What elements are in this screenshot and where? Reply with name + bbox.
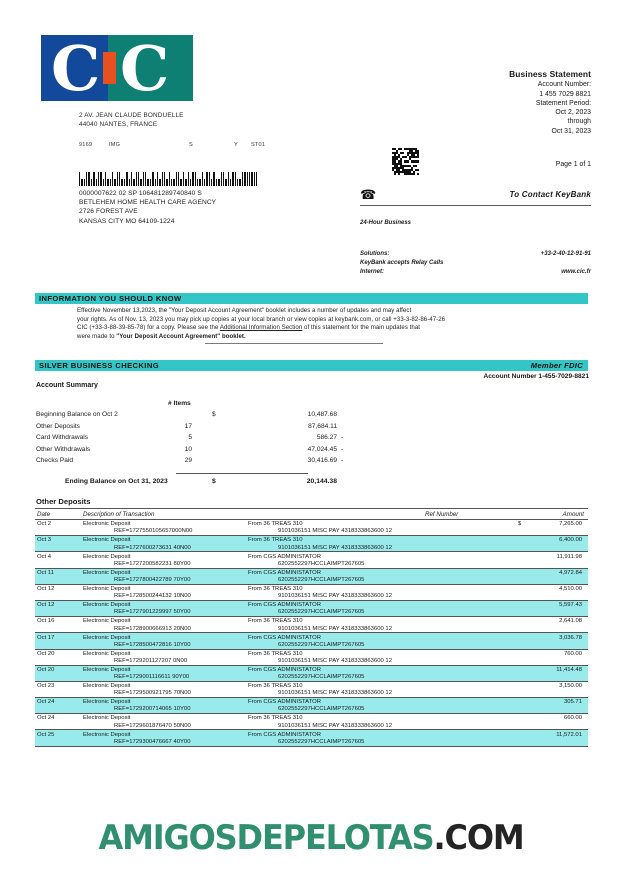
ending-balance-label: Ending Balance on Oct 31, 2023 [65,478,168,485]
table-row[interactable] [35,650,588,666]
row-amount: 2,641.08 [559,618,582,625]
row-source: From CGS ADMINISTATOR [248,602,321,609]
recipient-street: 2726 FOREST AVE [79,208,138,216]
row-description: Electronic Deposit [83,537,131,544]
watermark-tld: .COM [433,818,524,858]
bank-address-line1: 2 AV. JEAN CLAUDE BONDUELLE [79,112,184,119]
info-line-3 [77,324,577,333]
row-date: Oct 24 [37,699,55,706]
row-amount: 11,911.98 [556,553,582,560]
row-source: From 36 TREAS 310 [248,683,303,690]
row-source: From CGS ADMINISTATOR [248,553,321,560]
contact-row-relay [360,259,591,267]
recipient-city-state-zip: KANSAS CITY MO 64109-1224 [79,217,175,225]
recipient-name: BETLEHEM HOME HEALTH CARE AGENCY [79,199,217,207]
row-date: Oct 16 [37,618,55,625]
row-description: Electronic Deposit [83,683,131,690]
summary-row-label: Other Withdrawals [36,445,91,453]
column-header-date: Date [37,510,51,518]
row-code: 6202552297HCCLAIMPT267605 [278,576,365,583]
summary-row-items: 10 [184,445,192,453]
row-source: From CGS ADMINISTATOR [248,634,321,641]
table-row[interactable] [35,698,588,714]
info-paragraph [77,307,577,341]
summary-row-label: Beginning Balance on Oct 2 [36,411,118,418]
row-source: From 36 TREAS 310 [248,715,303,722]
table-row[interactable] [35,666,588,682]
row-ref-number: REF=1727200582231 80Y00 [114,560,191,567]
row-ref-number: REF=1729500921795 70N00 [114,690,191,697]
other-deposits-table [35,508,588,747]
row-date: Oct 3 [37,537,52,544]
row-date: Oct 4 [37,553,52,560]
cic-logo [41,32,193,105]
info-line-3b: of this statement for the main updates that [302,324,421,332]
account-number-line: Account Number 1-455-7029-8821 [483,373,589,380]
row-description: Electronic Deposit [83,715,131,722]
info-line-1: Effective November 13,2023, the "Your Deposit Account Agreement" booklet includes a number of updates and may affect [77,307,412,314]
logo-letter-c-left: C [51,32,99,105]
period-through-label: through [567,118,591,126]
page-indicator: Page 1 of 1 [555,161,591,168]
info-line-3a: CIC (+33-3-88-39-85-78) for a copy. Please see the [77,324,220,332]
table-row[interactable] [35,601,588,617]
summary-row [36,411,366,423]
recipient-address [79,189,216,226]
info-underline-rule [205,343,383,344]
row-ref-number: REF=1728500472816 10Y00 [114,641,191,648]
watermark-name: AMIGOSDEPELOTAS [98,818,434,858]
row-code: 9101036151 MISC PAY 4318333863600 12 [278,625,392,632]
info-line-4 [77,333,577,342]
row-description: Electronic Deposit [83,602,131,609]
row-source: From CGS ADMINISTATOR [248,699,321,706]
codeline-field-2: IMG [109,142,121,148]
account-number-value: 1 455 7029 8821 [539,90,591,98]
contact-row-hours [360,219,591,227]
bank-address-line2: 44040 NANTES, FRANCE [79,120,158,128]
member-fdic-label: Member FDIC [530,361,583,370]
info-line-4b: "Your Deposit Account Agreement" booklet. [116,332,246,340]
column-header-amount: Amount [562,510,584,518]
summary-row-sign: - [341,457,344,465]
table-header-row [35,508,588,520]
info-line-4a: were made to [77,332,117,340]
summary-items-header: # Items [168,400,191,407]
row-description: Electronic Deposit [83,618,131,625]
contact-row-internet [360,268,591,276]
row-description: Electronic Deposit [83,569,131,576]
watermark [19,818,604,858]
logo-left-panel [41,32,108,105]
row-description: Electronic Deposit [83,521,131,528]
row-date: Oct 24 [37,715,55,722]
summary-row-items: 17 [184,422,192,430]
summary-row-items: 29 [184,457,192,465]
summary-row [36,457,366,469]
summary-row-sign: - [341,434,344,442]
codeline-field-1: 9169 [79,142,93,148]
row-ref-number: REF=1729601876470 50N00 [114,722,191,729]
row-amount: 3,150.00 [559,683,582,690]
row-code: 9101036151 MISC PAY 4318333863600 12 [278,657,392,664]
summary-row [36,434,366,446]
row-description: Electronic Deposit [83,553,131,560]
summary-row-amount: 47,024.45 [307,445,337,453]
contact-title: To Contact KeyBank [509,190,591,199]
additional-information-link[interactable]: Additional Information Section [219,324,303,332]
summary-row-currency: $ [212,411,216,418]
account-banner-title: SILVER BUSINESS CHECKING [39,361,160,370]
contact-phone-number: +33-2-40-12-91-91 [540,251,591,257]
row-date: Oct 20 [37,650,55,657]
bank-address [79,112,184,129]
row-code: 6202552297HCCLAIMPT267605 [278,674,365,681]
contact-relay-label: KeyBank accepts Relay Calls [360,260,444,266]
row-amount: 4,972.84 [559,569,582,576]
row-code: 9101036151 MISC PAY 4318333863600 12 [278,722,392,729]
phone-icon: ☎ [360,187,377,202]
table-row[interactable] [35,536,588,552]
postal-barcode [79,172,257,186]
summary-row-amount: 30,416.69 [307,457,337,465]
row-source: From 36 TREAS 310 [248,537,303,544]
row-code: 6202552297HCCLAIMPT267605 [278,641,365,648]
summary-row-items: 5 [188,434,192,442]
info-line-2: your rights. As of Nov. 13, 2023 you may pick up copies at your local branch or view copies at keybank.com, or call +33-3-82-86-47-26 [77,315,446,323]
row-date: Oct 12 [37,585,55,592]
row-source: From 36 TREAS 310 [248,585,303,592]
row-amount: 660.00 [563,715,582,722]
row-description: Electronic Deposit [83,634,131,641]
row-code: 9101036151 MISC PAY 4318333863600 12 [278,593,392,600]
row-code: 9101036151 MISC PAY 4318333863600 12 [278,528,392,535]
row-description: Electronic Deposit [83,666,131,673]
row-ref-number: REF=1729001116611 90Y00 [114,674,190,681]
logo-letter-c-right: C [120,32,168,105]
column-header-ref: Ref Number [425,510,459,518]
row-source: From 36 TREAS 310 [248,618,303,625]
codeline-field-5: ST01 [251,142,266,148]
row-date: Oct 11 [37,569,54,576]
table-row[interactable] [35,633,588,649]
row-code: 9101036151 MISC PAY 4318333863600 12 [278,544,392,551]
row-date: Oct 12 [37,602,55,609]
statement-title: Business Statement [509,69,591,79]
summary-row-sign: - [341,445,344,453]
row-source: From CGS ADMINISTATOR [248,569,321,576]
contact-solutions-label: Solutions: [360,251,390,257]
account-summary-heading: Account Summary [36,382,98,389]
row-currency: $ [518,521,522,528]
row-date: Oct 17 [37,634,55,641]
other-deposits-title: Other Deposits [36,497,91,506]
info-banner [35,293,588,304]
row-ref-number: REF=1728900666913 20N00 [114,625,191,632]
table-row[interactable] [35,730,588,746]
table-row[interactable] [35,682,588,698]
row-amount: 5,597.43 [559,602,582,609]
row-amount: 760.00 [563,650,582,657]
row-amount: 11,572.01 [556,731,582,738]
account-banner [35,360,588,371]
row-code: 6202552297HCCLAIMPT267605 [278,738,365,745]
row-amount: 305.71 [563,699,582,706]
row-amount: 3,036.78 [559,634,582,641]
row-amount: 6,400.00 [559,537,582,544]
row-date: Oct 20 [37,666,55,673]
row-code: 6202552297HCCLAIMPT267605 [278,560,365,567]
table-row[interactable] [35,520,588,536]
info-banner-title: INFORMATION YOU SHOULD KNOW [39,294,182,303]
row-amount: 4,510.00 [559,585,582,592]
period-start-date: Oct 2, 2023 [555,109,591,117]
row-description: Electronic Deposit [83,650,131,657]
row-ref-number: REF=1729201127207 0N00 [114,657,188,664]
summary-row-amount: 10,487.68 [307,411,337,418]
row-ref-number: REF=1728500244132 10N00 [114,593,191,600]
table-row[interactable] [35,585,588,601]
statement-period-label: Statement Period: [535,99,591,107]
column-header-description: Description of Transaction [83,510,155,518]
ending-balance-amount: 20,144.38 [306,478,337,485]
statement-header [509,70,591,136]
row-date: Oct 23 [37,683,55,690]
row-code: 6202552297HCCLAIMPT267605 [278,609,365,616]
table-row[interactable] [35,569,588,585]
summary-row-label: Other Deposits [36,422,80,430]
row-ref-number: REF=1729200714065 10Y00 [114,706,191,713]
contact-row-solutions [360,250,591,258]
contact-divider [360,205,591,206]
row-description: Electronic Deposit [83,699,131,706]
summary-row [36,423,366,435]
summary-row-amount: 586.27 [316,434,337,442]
row-code: 6202552297HCCLAIMPT267605 [278,706,365,713]
summary-row-amount: 87,684.11 [308,422,337,430]
row-ref-number: REF=1727800422789 70Y00 [114,576,191,583]
codeline-field-3: S [189,142,193,148]
row-description: Electronic Deposit [83,731,131,738]
row-ref-number: REF=1727901229997 50Y00 [114,609,191,616]
logo-orange-bar [103,52,116,84]
logo-right-panel [108,32,193,105]
row-description: Electronic Deposit [83,585,131,592]
row-ref-number: REF=1727550105657000N00 [114,528,193,535]
row-source: From 36 TREAS 310 [248,521,303,528]
contact-website[interactable]: www.cic.fr [561,269,591,275]
table-row[interactable] [35,714,588,730]
row-amount: 11,414.48 [556,666,582,673]
contact-hours-label: 24-Hour Business [360,220,412,226]
summary-row-label: Card Withdrawals [36,434,89,442]
recipient-id-line: 0000007622 02 SP 106481289740840 S [79,190,202,197]
table-row[interactable] [35,552,588,568]
summary-total-rule [176,473,308,474]
row-ref-number: REF=1729300476667 40Y00 [114,738,191,745]
summary-row-label: Checks Paid [36,457,74,465]
ending-balance-currency: $ [212,478,216,485]
row-code: 9101036151 MISC PAY 4318333863600 12 [278,690,392,697]
row-source: From CGS ADMINISTATOR [248,731,321,738]
account-number-label: Account Number: [537,81,591,89]
row-source: From 36 TREAS 310 [248,650,303,657]
period-end-date: Oct 31, 2023 [551,127,591,135]
row-date: Oct 2 [37,521,52,528]
row-ref-number: REF=1727600273631 40N00 [114,544,191,551]
summary-row [36,446,366,458]
table-row[interactable] [35,617,588,633]
row-amount: 7,265.00 [559,521,582,528]
qr-code [392,148,419,175]
codeline-field-4: Y [234,142,238,148]
row-source: From CGS ADMINISTATOR [248,666,321,673]
row-date: Oct 25 [37,731,55,738]
contact-internet-label: Internet: [360,269,384,275]
